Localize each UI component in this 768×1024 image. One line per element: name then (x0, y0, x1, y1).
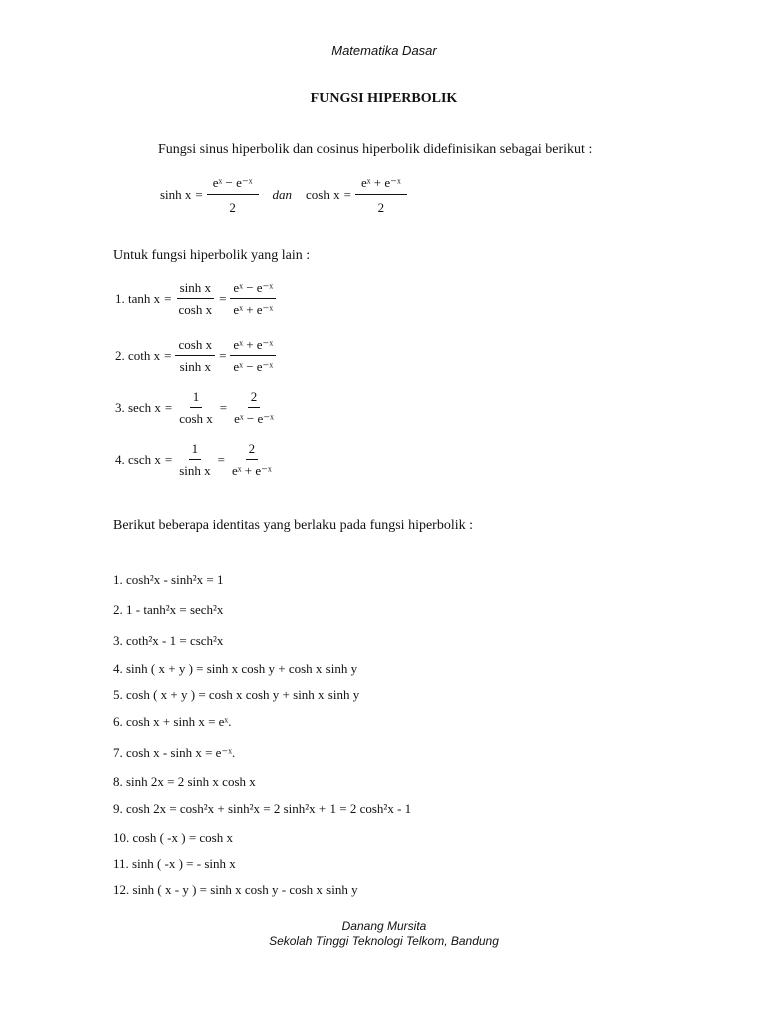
fraction (174, 389, 218, 427)
identity-line: 1. cosh²x - sinh²x = 1 (113, 572, 224, 587)
function-label: 1. tanh x (115, 291, 161, 306)
function-row (113, 438, 277, 482)
denominator: eˣ − e⁻ˣ (233, 359, 274, 374)
numerator: 1 (190, 389, 203, 408)
denominator: cosh x (178, 302, 213, 317)
identity-line: 4. sinh ( x + y ) = sinh x cosh y + cosh x sinh y (113, 661, 358, 676)
equals-sign: = (164, 452, 173, 467)
identities-intro: Berikut beberapa identitas yang berlaku pada fungsi hiperbolik : (113, 518, 474, 533)
numerator: eˣ − e⁻ˣ (230, 280, 276, 299)
fraction (228, 337, 278, 375)
identity-line: 5. cosh ( x + y ) = cosh x cosh y + sinh x sinh y (113, 687, 360, 702)
equals-sign: = (164, 291, 172, 306)
fraction (227, 441, 277, 479)
cosh-fraction (353, 175, 409, 216)
identity-line: 12. sinh ( x - y ) = sinh x cosh y - cosh x sinh y (113, 882, 358, 897)
denominator: sinh x (179, 359, 211, 374)
fraction (229, 389, 279, 427)
others-intro: Untuk fungsi hiperbolik yang lain : (113, 248, 311, 263)
identity-line: 11. sinh ( -x ) = - sinh x (113, 856, 236, 871)
identity-line: 2. 1 - tanh²x = sech²x (113, 602, 224, 617)
identity-line: 7. cosh x - sinh x = e⁻ˣ. (113, 745, 236, 760)
function-row (113, 386, 279, 430)
identity-line: 8. sinh 2x = 2 sinh x cosh x (113, 774, 256, 789)
equals-sign: = (219, 291, 227, 306)
numerator: 1 (189, 441, 202, 460)
definition-equation (158, 173, 409, 217)
sinh-denominator: 2 (229, 199, 236, 215)
denominator: eˣ + e⁻ˣ (233, 302, 274, 317)
numerator: 2 (248, 389, 261, 408)
footer-institution: Sekolah Tinggi Teknologi Telkom, Bandung (269, 934, 499, 948)
numerator: sinh x (177, 280, 214, 299)
numerator: eˣ + e⁻ˣ (230, 337, 276, 356)
function-row (113, 277, 278, 321)
function-label: 2. coth x (115, 348, 161, 363)
page-title: FUNGSI HIPERBOLIK (310, 91, 458, 106)
identity-line: 6. cosh x + sinh x = eˣ. (113, 714, 232, 729)
intro-paragraph: Fungsi sinus hiperbolik dan cosinus hiperbolik didefinisikan sebagai berikut : (158, 142, 593, 157)
equals-sign: = (219, 400, 228, 415)
joiner-text: dan (272, 187, 293, 202)
identity-line: 10. cosh ( -x ) = cosh x (113, 830, 233, 845)
fraction (174, 441, 215, 479)
equals-sign: = (164, 348, 172, 363)
denominator: eˣ − e⁻ˣ (234, 411, 274, 426)
fraction (228, 280, 278, 318)
equals-sign: = (217, 452, 225, 467)
equals-sign: = (164, 400, 173, 415)
cosh-denominator: 2 (377, 199, 385, 215)
equals-sign: = (219, 348, 227, 363)
identity-line: 9. cosh 2x = cosh²x + sinh²x = 2 sinh²x + 1 = 2 cosh²x - 1 (113, 801, 412, 816)
function-row (113, 334, 278, 378)
running-header: Matematika Dasar (331, 43, 437, 58)
equals-sign: = (195, 187, 203, 202)
sinh-lhs: sinh x (160, 187, 192, 202)
numerator: 2 (246, 441, 259, 460)
cosh-lhs: cosh x (306, 187, 340, 202)
function-label: 4. csch x (115, 452, 161, 467)
fraction (173, 337, 217, 375)
footer-author: Danang Mursita (341, 919, 427, 933)
function-label: 3. sech x (115, 400, 161, 415)
fraction (173, 280, 217, 318)
numerator: cosh x (175, 337, 215, 356)
equals-sign: = (343, 187, 351, 202)
denominator: sinh x (179, 463, 211, 478)
sinh-numerator: eˣ − e⁻ˣ (207, 175, 259, 195)
denominator: eˣ + e⁻ˣ (231, 463, 272, 478)
sinh-fraction (205, 175, 261, 216)
cosh-numerator: eˣ + e⁻ˣ (355, 175, 407, 195)
identity-line: 3. coth²x - 1 = csch²x (113, 633, 224, 648)
denominator: cosh x (179, 411, 213, 426)
